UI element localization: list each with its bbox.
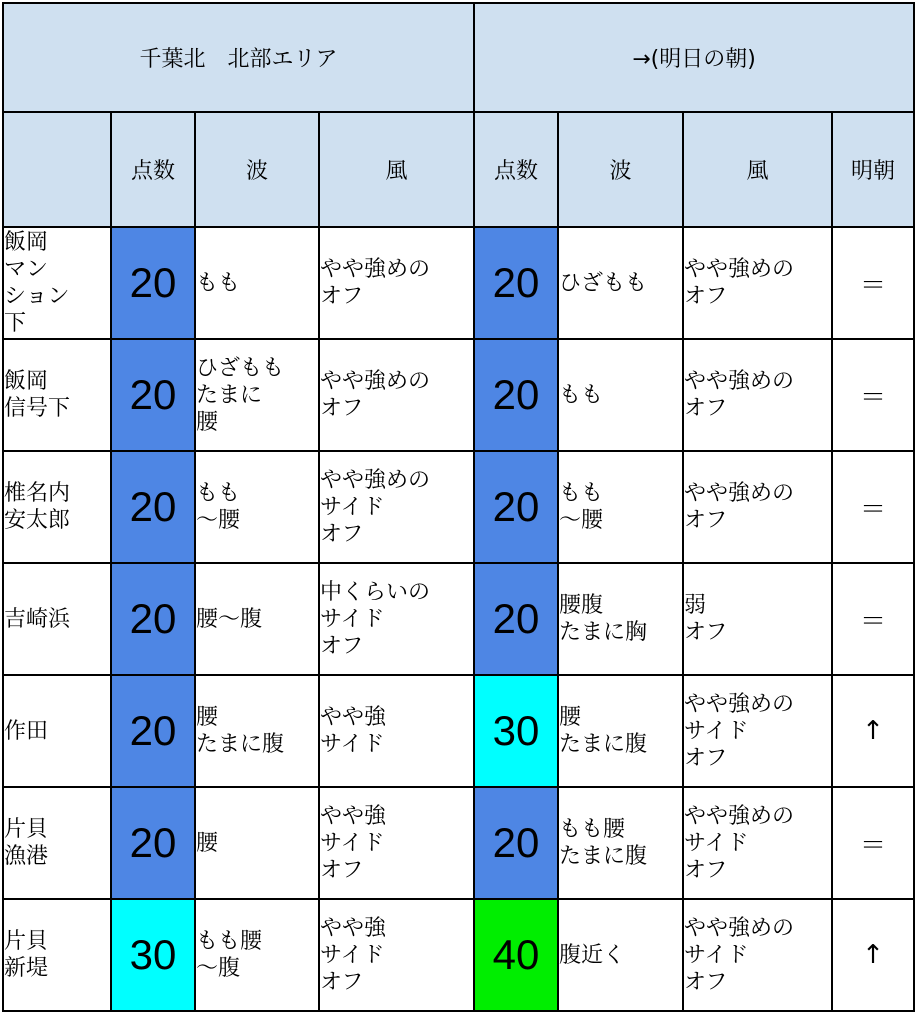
spot-name: 吉崎浜: [3, 563, 111, 675]
wave-now: 腰 たまに腹: [195, 675, 319, 787]
score-next: 20: [474, 787, 558, 899]
trend-indicator: ↑: [832, 899, 914, 1011]
wind-now: やや強めの オフ: [319, 227, 474, 339]
wind-next: やや強めの オフ: [683, 227, 832, 339]
spot-name: 片貝 新堤: [3, 899, 111, 1011]
score-next: 40: [474, 899, 558, 1011]
score-next: 20: [474, 451, 558, 563]
trend-indicator: ＝: [832, 451, 914, 563]
spot-header-blank: [3, 112, 111, 227]
spot-name: 作田: [3, 675, 111, 787]
score-next: 20: [474, 563, 558, 675]
score-now: 20: [111, 451, 195, 563]
wave-now: もも: [195, 227, 319, 339]
wave-next: もも: [558, 339, 683, 451]
score-next: 20: [474, 339, 558, 451]
spot-name: 飯岡 信号下: [3, 339, 111, 451]
table-row: [3, 675, 914, 787]
table-row: [3, 227, 914, 339]
title-row: [3, 3, 914, 112]
wave-next: もも腰 たまに腹: [558, 787, 683, 899]
wind-next: やや強めの オフ: [683, 339, 832, 451]
spot-name: 椎名内 安太郎: [3, 451, 111, 563]
trend-indicator: ＝: [832, 227, 914, 339]
wave-next: 腰 たまに腹: [558, 675, 683, 787]
wave-next: 腹近く: [558, 899, 683, 1011]
area-title: 千葉北 北部エリア: [3, 3, 474, 112]
trend-indicator: ＝: [832, 787, 914, 899]
score-now: 20: [111, 675, 195, 787]
wind-next: やや強めの サイド オフ: [683, 787, 832, 899]
table-row: [3, 339, 914, 451]
wind-now: 中くらいの サイド オフ: [319, 563, 474, 675]
wind-now: やや強 サイド: [319, 675, 474, 787]
col-score-next: 点数: [474, 112, 558, 227]
surf-forecast-table: [2, 2, 915, 1012]
wave-now: もも ～腰: [195, 451, 319, 563]
col-wave-next: 波: [558, 112, 683, 227]
wave-now: ひざもも たまに 腰: [195, 339, 319, 451]
col-wave-now: 波: [195, 112, 319, 227]
wind-now: やや強めの サイド オフ: [319, 451, 474, 563]
wind-now: やや強めの オフ: [319, 339, 474, 451]
col-wind-now: 風: [319, 112, 474, 227]
table-row: [3, 563, 914, 675]
wave-next: 腰腹 たまに胸: [558, 563, 683, 675]
wave-now: 腰～腹: [195, 563, 319, 675]
table-row: [3, 451, 914, 563]
table-row: [3, 899, 914, 1011]
score-now: 30: [111, 899, 195, 1011]
wind-now: やや強 サイド オフ: [319, 787, 474, 899]
col-wind-next: 風: [683, 112, 832, 227]
spot-name: 片貝 漁港: [3, 787, 111, 899]
col-trend: 明朝: [832, 112, 914, 227]
wind-next: やや強めの サイド オフ: [683, 899, 832, 1011]
wind-now: やや強 サイド オフ: [319, 899, 474, 1011]
score-now: 20: [111, 787, 195, 899]
score-next: 20: [474, 227, 558, 339]
column-header-row: [3, 112, 914, 227]
tomorrow-title: →(明日の朝): [474, 3, 914, 112]
score-now: 20: [111, 339, 195, 451]
trend-indicator: ＝: [832, 563, 914, 675]
wave-next: ひざもも: [558, 227, 683, 339]
wave-next: もも ～腰: [558, 451, 683, 563]
table-body: [3, 227, 914, 1011]
wind-next: やや強めの サイド オフ: [683, 675, 832, 787]
spot-name: 飯岡 マン ション 下: [3, 227, 111, 339]
wave-now: 腰: [195, 787, 319, 899]
trend-indicator: ↑: [832, 675, 914, 787]
wave-now: もも腰 ～腹: [195, 899, 319, 1011]
table-row: [3, 787, 914, 899]
score-next: 30: [474, 675, 558, 787]
score-now: 20: [111, 563, 195, 675]
trend-indicator: ＝: [832, 339, 914, 451]
score-now: 20: [111, 227, 195, 339]
wind-next: やや強めの オフ: [683, 451, 832, 563]
wind-next: 弱 オフ: [683, 563, 832, 675]
col-score-now: 点数: [111, 112, 195, 227]
